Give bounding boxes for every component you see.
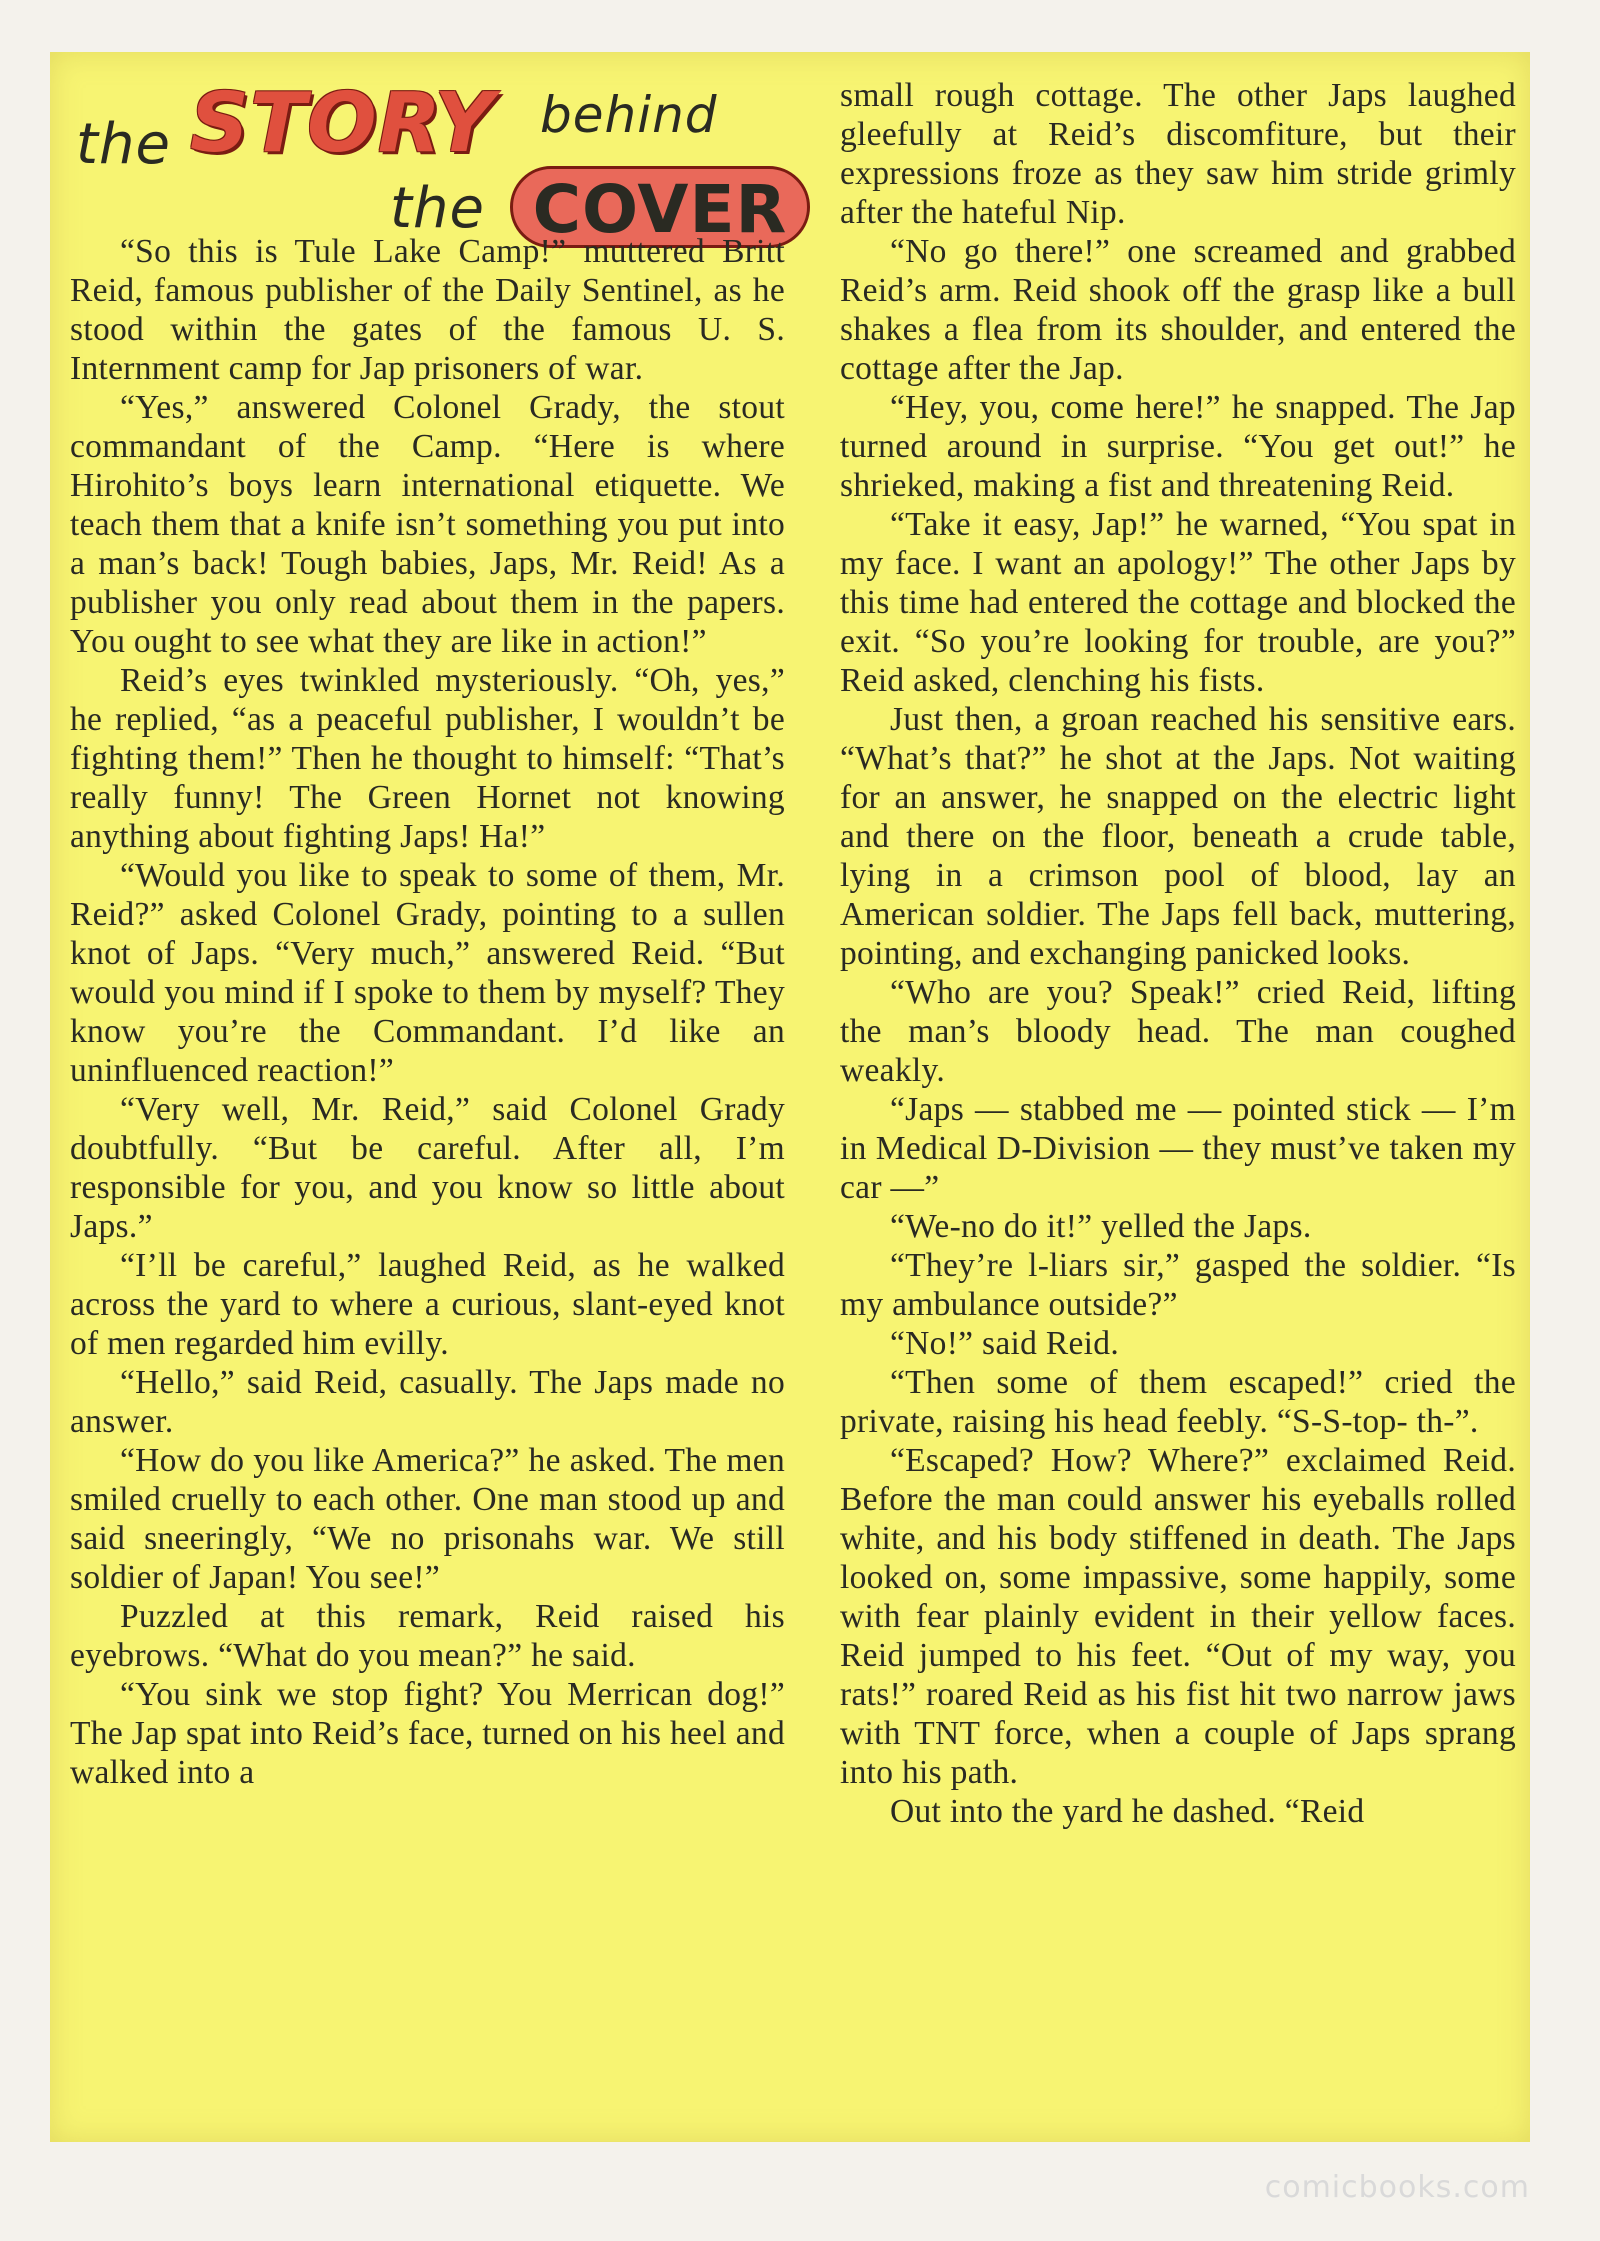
paragraph: “They’re l-liars sir,” gasped the soldier. “Is my ambulance outside?” bbox=[840, 1247, 1516, 1323]
paragraph: “Japs — stabbed me — pointed stick — I’m in Medical D-Division — they must’ve taken my car —” bbox=[840, 1091, 1516, 1206]
title-word-cover: COVER bbox=[510, 166, 810, 248]
paragraph: “Then some of them escaped!” cried the private, raising his head feebly. “S-S-top- th-”. bbox=[840, 1364, 1516, 1440]
paragraph-continued: small rough cottage. The other Japs laughed gleefully at Reid’s discomfiture, but their expressions froze as they saw him stride grimly after the hateful Nip. bbox=[840, 77, 1516, 231]
title-word-the: the bbox=[76, 112, 171, 177]
paragraph: Puzzled at this remark, Reid raised his eyebrows. “What do you mean?” he said. bbox=[70, 1598, 785, 1674]
paragraph: “How do you like America?” he asked. The men smiled cruelly to each other. One man stood up and said sneeringly, “We no prisonahs war. We still soldier of Japan! You see!” bbox=[70, 1442, 785, 1596]
paragraph: Just then, a groan reached his sensitive ears. “What’s that?” he shot at the Japs. Not waiting for an answer, he snapped on the electric light and there on the floor, beneath a crude table, lying in a crimson pool of blood, lay an American soldier. The Japs fell back, muttering, pointing, and exchanging panicked looks. bbox=[840, 701, 1516, 972]
paragraph: “You sink we stop fight? You Merrican dog!” The Jap spat into Reid’s face, turned on his heel and walked into a bbox=[70, 1676, 785, 1791]
paragraph: Reid’s eyes twinkled mysteriously. “Oh, yes,” he replied, “as a peaceful publisher, I wouldn’t be fighting them!” Then he thought to himself: “That’s really funny! The Green Hornet not knowing anything about fighting Japs! Ha!” bbox=[70, 662, 785, 855]
paragraph: “Yes,” answered Colonel Grady, the stout commandant of the Camp. “Here is where Hirohito’s boys learn international etiquette. We teach them that a knife isn’t something you put into a man’s back! Tough babies, Japs, Mr. Reid! As a publisher you only read about them in the papers. You ought to see what they are like in action!” bbox=[70, 389, 785, 660]
paragraph: “Escaped? How? Where?” exclaimed Reid. Before the man could answer his eyeballs rolled white, and his body stiffened in death. The Japs looked on, some impassive, some happily, some with fear plainly evident in their yellow faces. Reid jumped to his feet. “Out of my way, you rats!” roared Reid as his fist hit two narrow jaws with TNT force, when a couple of Japs sprang into his path. bbox=[840, 1442, 1516, 1791]
paragraph: “Who are you? Speak!” cried Reid, lifting the man’s bloody head. The man coughed weakly. bbox=[840, 974, 1516, 1089]
paragraph: Out into the yard he dashed. “Reid bbox=[890, 1793, 1365, 1830]
paragraph: “Hello,” said Reid, casually. The Japs made no answer. bbox=[70, 1364, 785, 1440]
paragraph: “Very well, Mr. Reid,” said Colonel Grady doubtfully. “But be careful. After all, I’m responsible for you, and you know so little about Japs.” bbox=[70, 1091, 785, 1245]
story-title bbox=[70, 66, 790, 248]
story-page bbox=[50, 52, 1530, 2142]
left-column bbox=[70, 232, 785, 1792]
title-word-story: STORY bbox=[190, 76, 495, 171]
title-word-the-2: the bbox=[390, 176, 485, 241]
title-word-behind: behind bbox=[540, 86, 718, 144]
paragraph: “No!” said Reid. bbox=[890, 1325, 1119, 1362]
paragraph: “No go there!” one screamed and grabbed Reid’s arm. Reid shook off the grasp like a bull shakes a flea from its shoulder, and entered the cottage after the Jap. bbox=[840, 233, 1516, 387]
paragraph: “We-no do it!” yelled the Japs. bbox=[890, 1208, 1312, 1245]
paragraph: “I’ll be careful,” laughed Reid, as he walked across the yard to where a curious, slant-eyed knot of men regarded him evilly. bbox=[70, 1247, 785, 1362]
paragraph: “So this is Tule Lake Camp!” muttered Britt Reid, famous publisher of the Daily Sentinel, as he stood within the gates of the famous U. S. Internment camp for Jap prisoners of war. bbox=[70, 233, 785, 387]
paragraph: “Take it easy, Jap!” he warned, “You spat in my face. I want an apology!” The other Japs by this time had entered the cottage and blocked the exit. “So you’re looking for trouble, are you?” Reid asked, clenching his fists. bbox=[840, 506, 1516, 699]
paragraph: “Would you like to speak to some of them, Mr. Reid?” asked Colonel Grady, pointing to a sullen knot of Japs. “Very much,” answered Reid. “But would you mind if I spoke to them by myself? They know you’re the Commandant. I’d like an uninfluenced reaction!” bbox=[70, 857, 785, 1089]
paragraph: “Hey, you, come here!” he snapped. The Jap turned around in surprise. “You get out!” he shrieked, making a fist and threatening Reid. bbox=[840, 389, 1516, 504]
right-column bbox=[840, 76, 1516, 1831]
watermark: comicbooks.com bbox=[1264, 2170, 1530, 2205]
